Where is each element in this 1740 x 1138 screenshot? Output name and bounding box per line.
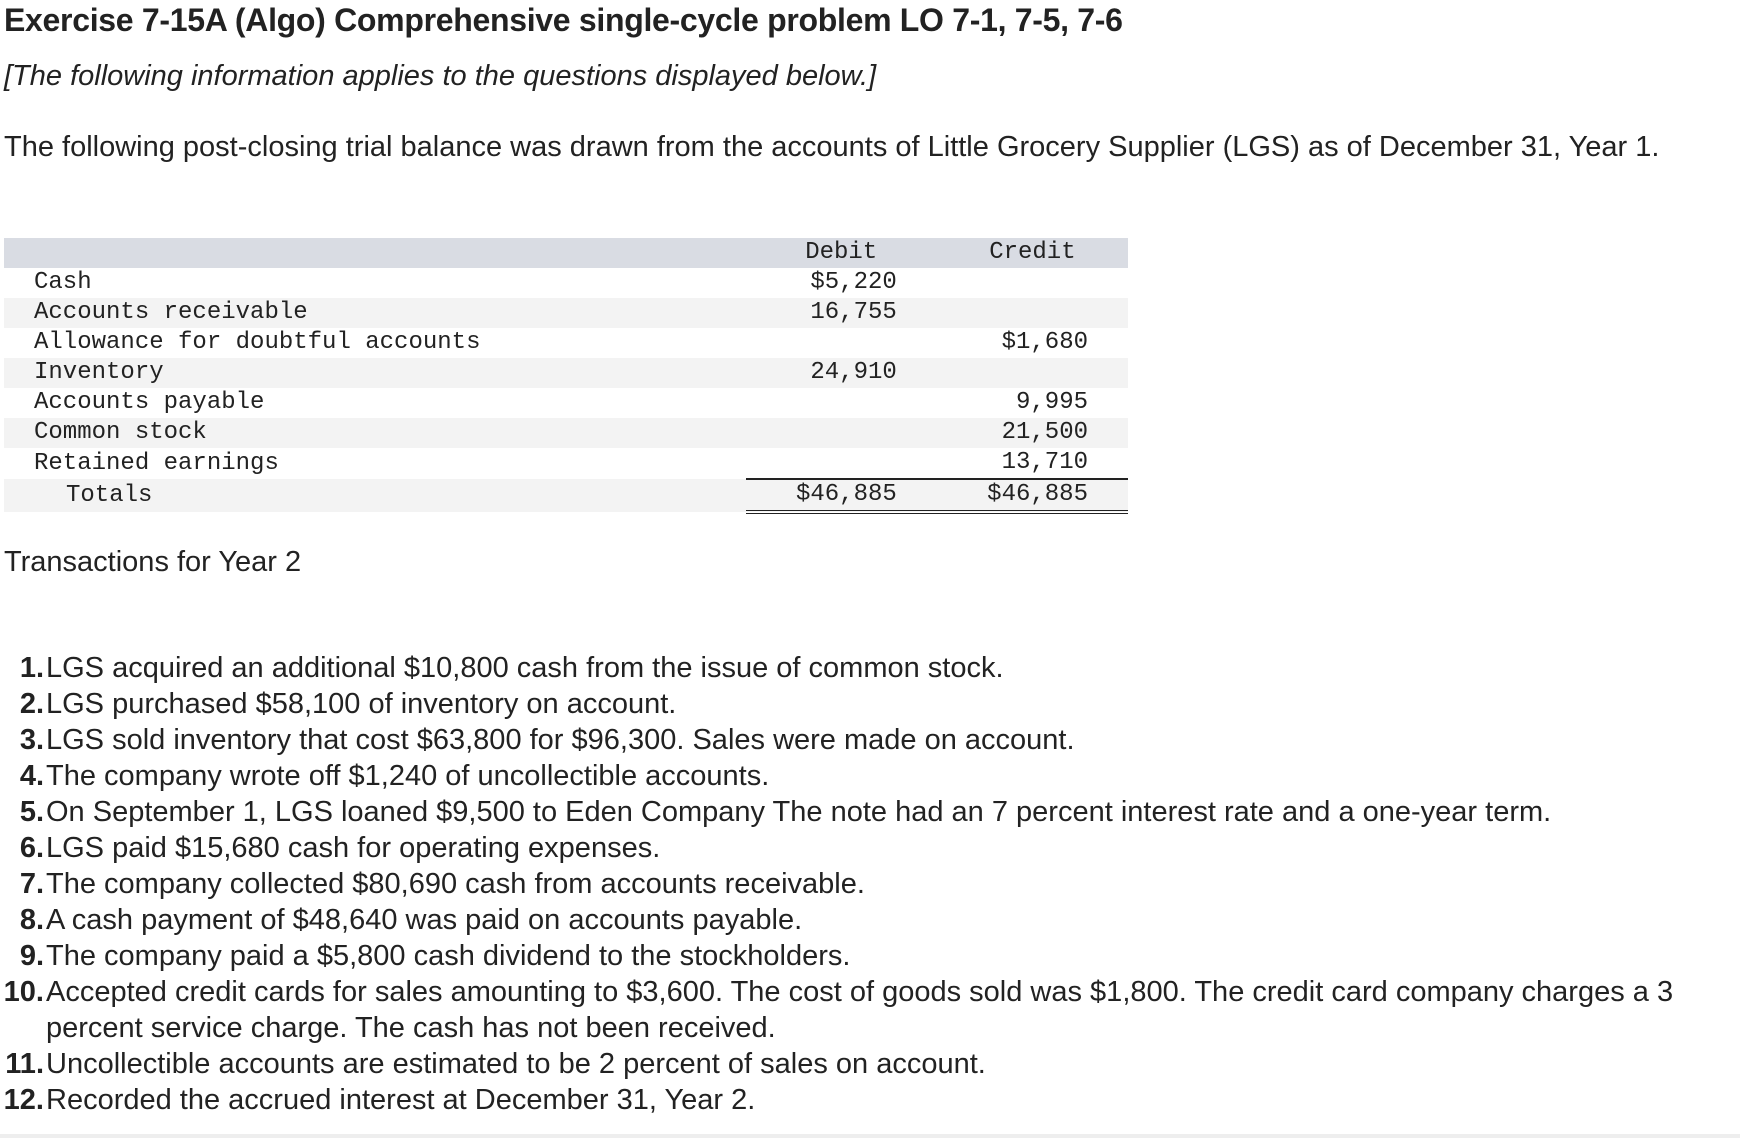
table-row	[4, 268, 1128, 298]
item-number: 12.	[3, 1084, 44, 1116]
item-text: Recorded the accrued interest at December 31, Year 2.	[46, 1084, 756, 1116]
credit-amount	[937, 268, 1128, 298]
credit-amount: 9,995	[1015, 389, 1088, 416]
item-text: LGS sold inventory that cost $63,800 for $96,300. Sales were made on account.	[46, 724, 1075, 756]
item-text: LGS paid $15,680 cash for operating expenses.	[46, 832, 661, 864]
debit-amount	[746, 328, 937, 358]
item-text: On September 1, LGS loaned $9,500 to Eden Company The note had an 7 percent interest rate and a one-year term.	[46, 796, 1552, 828]
list-item	[0, 938, 1700, 974]
debit-amount: $5,220	[810, 269, 897, 296]
total-debit: $46,885	[746, 479, 937, 512]
item-text: The company wrote off $1,240 of uncollectible accounts.	[46, 760, 770, 792]
account-name: Accounts receivable	[4, 298, 746, 328]
table-row	[4, 418, 1128, 448]
item-text: LGS acquired an additional $10,800 cash from the issue of common stock.	[46, 652, 1004, 684]
account-name: Accounts payable	[34, 389, 265, 416]
item-number: 3.	[19, 724, 44, 756]
list-item	[0, 830, 1700, 866]
list-item	[0, 722, 1700, 758]
totals-row	[4, 479, 1128, 512]
item-text: Uncollectible accounts are estimated to be 2 percent of sales on account.	[46, 1048, 986, 1080]
debit-amount	[746, 448, 937, 479]
item-number: 4.	[19, 760, 44, 792]
list-item	[0, 974, 1700, 1046]
list-item	[0, 1082, 1700, 1118]
debit-amount	[746, 388, 937, 418]
account-name: Retained earnings	[34, 449, 279, 477]
exercise-title: Exercise 7-15A (Algo) Comprehensive single-cycle problem LO 7-1, 7-5, 7-6	[4, 2, 1123, 38]
credit-amount: 21,500	[937, 418, 1128, 448]
applies-note: [The following information applies to the questions displayed below.]	[4, 60, 877, 92]
credit-header: Credit	[937, 238, 1128, 268]
item-number: 2.	[19, 688, 44, 720]
item-number: 11.	[5, 1048, 44, 1080]
account-name: Cash	[34, 269, 92, 296]
account-name: Common stock	[4, 418, 746, 448]
table-row	[4, 328, 1128, 358]
account-header	[4, 238, 746, 268]
item-text: Accepted credit cards for sales amounting to $3,600. The cost of goods sold was $1,800. The credit card company charges a 3 percent service charge. The cash has not been received.	[46, 976, 1674, 1044]
list-item	[0, 650, 1700, 686]
item-number: 9.	[19, 940, 44, 972]
credit-amount	[937, 358, 1128, 388]
list-item	[0, 866, 1700, 902]
item-number: 10.	[3, 976, 44, 1008]
totals-label: Totals	[4, 479, 746, 512]
list-item	[0, 758, 1700, 794]
total-credit: $46,885	[937, 479, 1128, 512]
table-row	[4, 358, 1128, 388]
list-item	[0, 794, 1700, 830]
transactions-heading: Transactions for Year 2	[4, 546, 302, 578]
item-text: The company paid a $5,800 cash dividend to the stockholders.	[46, 940, 851, 972]
table-header-row	[4, 238, 1128, 268]
item-text: The company collected $80,690 cash from accounts receivable.	[46, 868, 865, 900]
credit-amount: 13,710	[1001, 449, 1088, 476]
debit-amount: 16,755	[746, 298, 937, 328]
item-number: 7.	[19, 868, 44, 900]
list-item	[0, 902, 1700, 938]
credit-amount: $1,680	[1001, 329, 1088, 356]
table-row	[4, 298, 1128, 328]
account-name: Inventory	[4, 358, 746, 388]
intro-paragraph: The following post-closing trial balance was drawn from the accounts of Little Grocery Supplier (LGS) as of December 31, Year 1.	[4, 131, 1660, 163]
item-number: 5.	[19, 796, 44, 828]
trial-balance-table	[4, 238, 1128, 514]
debit-amount: 24,910	[746, 358, 937, 388]
list-item	[0, 1046, 1700, 1082]
item-number: 8.	[19, 904, 44, 936]
table-row	[4, 388, 1128, 418]
debit-amount	[746, 418, 937, 448]
item-text: A cash payment of $48,640 was paid on accounts payable.	[46, 904, 803, 936]
item-number: 1.	[19, 652, 44, 684]
account-name: Allowance for doubtful accounts	[34, 329, 481, 356]
list-item	[0, 686, 1700, 722]
transactions-list	[0, 650, 1700, 1118]
item-number: 6.	[19, 832, 44, 864]
table-row	[4, 448, 1128, 479]
item-text: LGS purchased $58,100 of inventory on account.	[46, 688, 677, 720]
bottom-divider	[0, 1134, 1740, 1138]
credit-amount	[937, 298, 1128, 328]
debit-header: Debit	[746, 238, 937, 268]
